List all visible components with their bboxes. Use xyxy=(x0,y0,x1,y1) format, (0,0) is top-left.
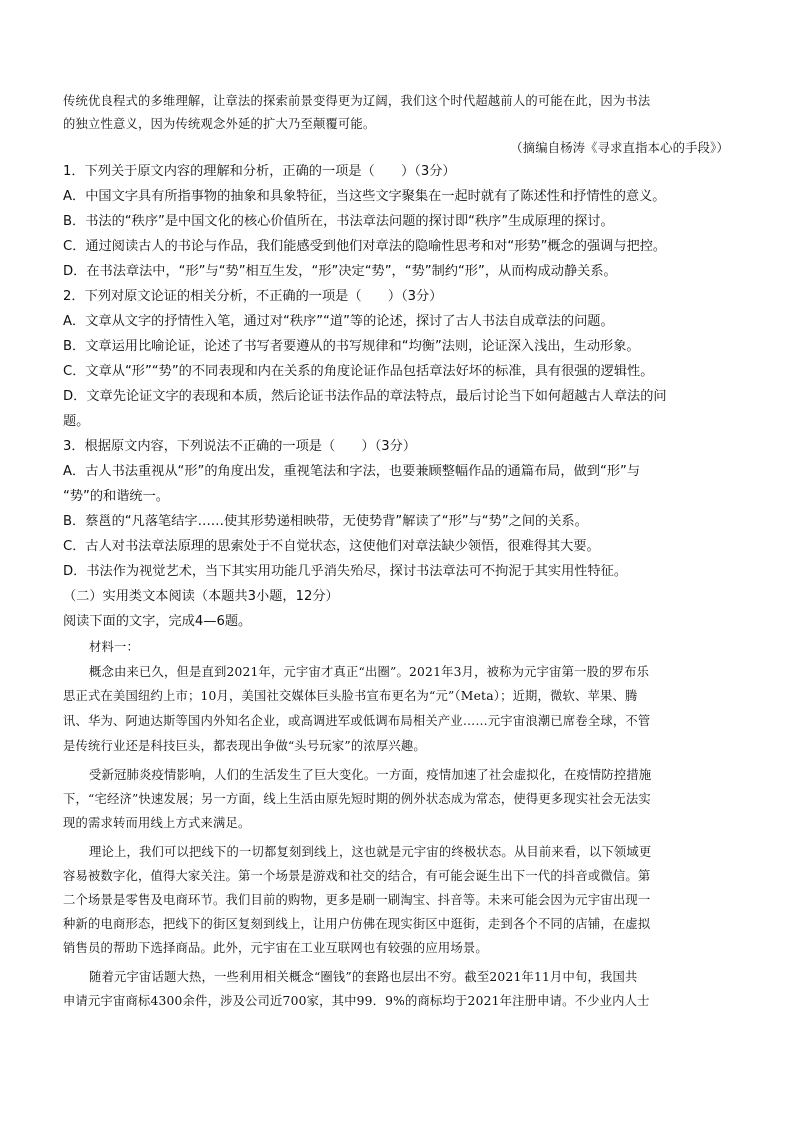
question-3-option-b: B．蔡邕的“凡落笔结字……使其形势递相映带，无使势背”解读了“形”与“势”之间的关系。 xyxy=(63,514,588,529)
question-3-option-c: C．古人对书法章法原理的思索处于不自觉状态，这使他们对章法缺少领悟，很难得其大要。 xyxy=(63,539,600,554)
paragraph-1-line-3: 讯、华为、阿迪达斯等国内外知名企业，或高调进军或低调布局相关产业……元宇宙浪潮已席卷全球，不管 xyxy=(63,714,651,728)
question-1-option-a: A．中国文字具有所指事物的抽象和具象特征，当这些文字聚集在一起时就有了陈述性和抒情性的意义。 xyxy=(63,189,666,204)
intro-line-2: 的独立性意义，因为传统观念外延的扩大乃至颠覆可能。 xyxy=(63,117,376,131)
paragraph-1-line-4: 是传统行业还是科技巨头，都表现出争做“头号玩家”的浓厚兴趣。 xyxy=(63,739,426,753)
question-2-option-d-line-1: D．文章先论证文字的表现和本质，然后论证书法作品的章法特点，最后讨论当下如何超越古人章法的问 xyxy=(63,389,667,404)
question-3-stem: 3．根据原文内容，下列说法不正确的一项是（ ）（3分） xyxy=(63,439,417,454)
paragraph-3-line-3: 二个场景是零售及电商环节。我们目前的购物，更多是刷一刷淘宝、抖音等。未来可能会因为元宇宙出现一 xyxy=(63,893,651,907)
paragraph-1-line-2: 思正式在美国纽约上市；10月，美国社交媒体巨头脸书宣布更名为“元”（Meta）；近期，微软、苹果、腾 xyxy=(63,689,638,703)
paragraph-3-line-2: 容易被数字化，值得大家关注。第一个场景是游戏和社交的结合，有可能会诞生出下一代的抖音或微信。第 xyxy=(63,869,651,883)
paragraph-3-line-4: 种新的电商形态，把线下的街区复刻到线上，让用户仿佛在现实街区中逛街，走到各个不同的店铺，在虚拟 xyxy=(63,917,651,931)
paragraph-2-line-3: 现的需求转而用线上方式来满足。 xyxy=(63,816,251,830)
question-1-option-c: C．通过阅读古人的书论与作品，我们能感受到他们对章法的隐喻性思考和对“形势”概念的强调与把控。 xyxy=(63,239,667,254)
paragraph-2-line-1: 受新冠肺炎疫情影响，人们的生活发生了巨大变化。一方面，疫情加速了社会虚拟化，在疫情防控措施 xyxy=(89,768,652,782)
section-heading: （二）实用类文本阅读（本题共3小题，12分） xyxy=(63,589,339,604)
paragraph-1-line-1: 概念由来已久，但是直到2021年，元宇宙才真正“出圈”。2021年3月，被称为元宇宙第一股的罗布乐 xyxy=(89,665,650,679)
question-1-option-b: B．书法的“秩序”是中国文化的核心价值所在，书法章法问题的探讨即“秩序”生成原理的探讨。 xyxy=(63,214,614,229)
question-2-stem: 2．下列对原文论证的相关分析，不正确的一项是（ ）（3分） xyxy=(63,289,443,304)
question-3-option-d: D．书法作为视觉艺术，当下其实用功能几乎消失殆尽，探讨书法章法可不拘泥于其实用性特征。 xyxy=(63,564,628,579)
intro-line-1: 传统优良程式的多维理解，让章法的探索前景变得更为辽阔，我们这个时代超越前人的可能在此，因为书法 xyxy=(63,94,651,108)
question-2-option-c: C．文章从“形”“势”的不同表现和内在关系的角度论证作品包括章法好坏的标准，具有很强的逻辑性。 xyxy=(63,364,654,379)
question-2-option-b: B．文章运用比喻论证，论述了书写者要遵从的书写规律和“均衡”法则，论证深入浅出，生动形象。 xyxy=(63,339,640,354)
paragraph-4-line-1: 随着元宇宙话题大热，一些利用相关概念“圈钱”的套路也层出不穷。截至2021年11月中旬，我国共 xyxy=(89,970,638,984)
question-3-option-a-line-1: A．古人书法重视从“形”的角度出发，重视笔法和字法，也要兼顾整幅作品的通篇布局，做到“形”与 xyxy=(63,464,641,479)
paragraph-2-line-2: 下，“宅经济”快速发展；另一方面，线上生活由原先短时期的例外状态成为常态，使得更多现实社会无法实 xyxy=(63,792,651,806)
paragraph-3-line-5: 销售员的帮助下选择商品。此外，元宇宙在工业互联网也有较强的应用场景。 xyxy=(63,941,488,955)
material-label: 材料一： xyxy=(89,640,139,654)
section-instruction: 阅读下面的文字，完成4—6题。 xyxy=(63,614,252,629)
paragraph-4-line-2: 申请元宇宙商标4300余件，涉及公司近700家，其中99．9%的商标均于2021年注册申请。不少业内人士 xyxy=(63,994,650,1008)
question-1-option-d: D．在书法章法中，“形”与“势”相互生发，“形”决定“势”，“势”制约“形”，从而构成动静关系。 xyxy=(63,264,617,279)
question-1-stem: 1．下列关于原文内容的理解和分析，正确的一项是（ ）（3分） xyxy=(63,164,456,179)
question-3-option-a-line-2: “势”的和谐统一。 xyxy=(63,489,169,504)
source-citation: （摘编自杨涛《寻求直指本心的手段》） xyxy=(510,141,729,155)
question-2-option-d-line-2: 题。 xyxy=(63,414,90,429)
paragraph-3-line-1: 理论上，我们可以把线下的一切都复刻到线上，这也就是元宇宙的终极状态。从目前来看，以下领域更 xyxy=(89,845,652,859)
question-2-option-a: A．文章从文字的抒情性入笔，通过对“秩序”“道”等的论述，探讨了古人书法自成章法的问题。 xyxy=(63,314,614,329)
